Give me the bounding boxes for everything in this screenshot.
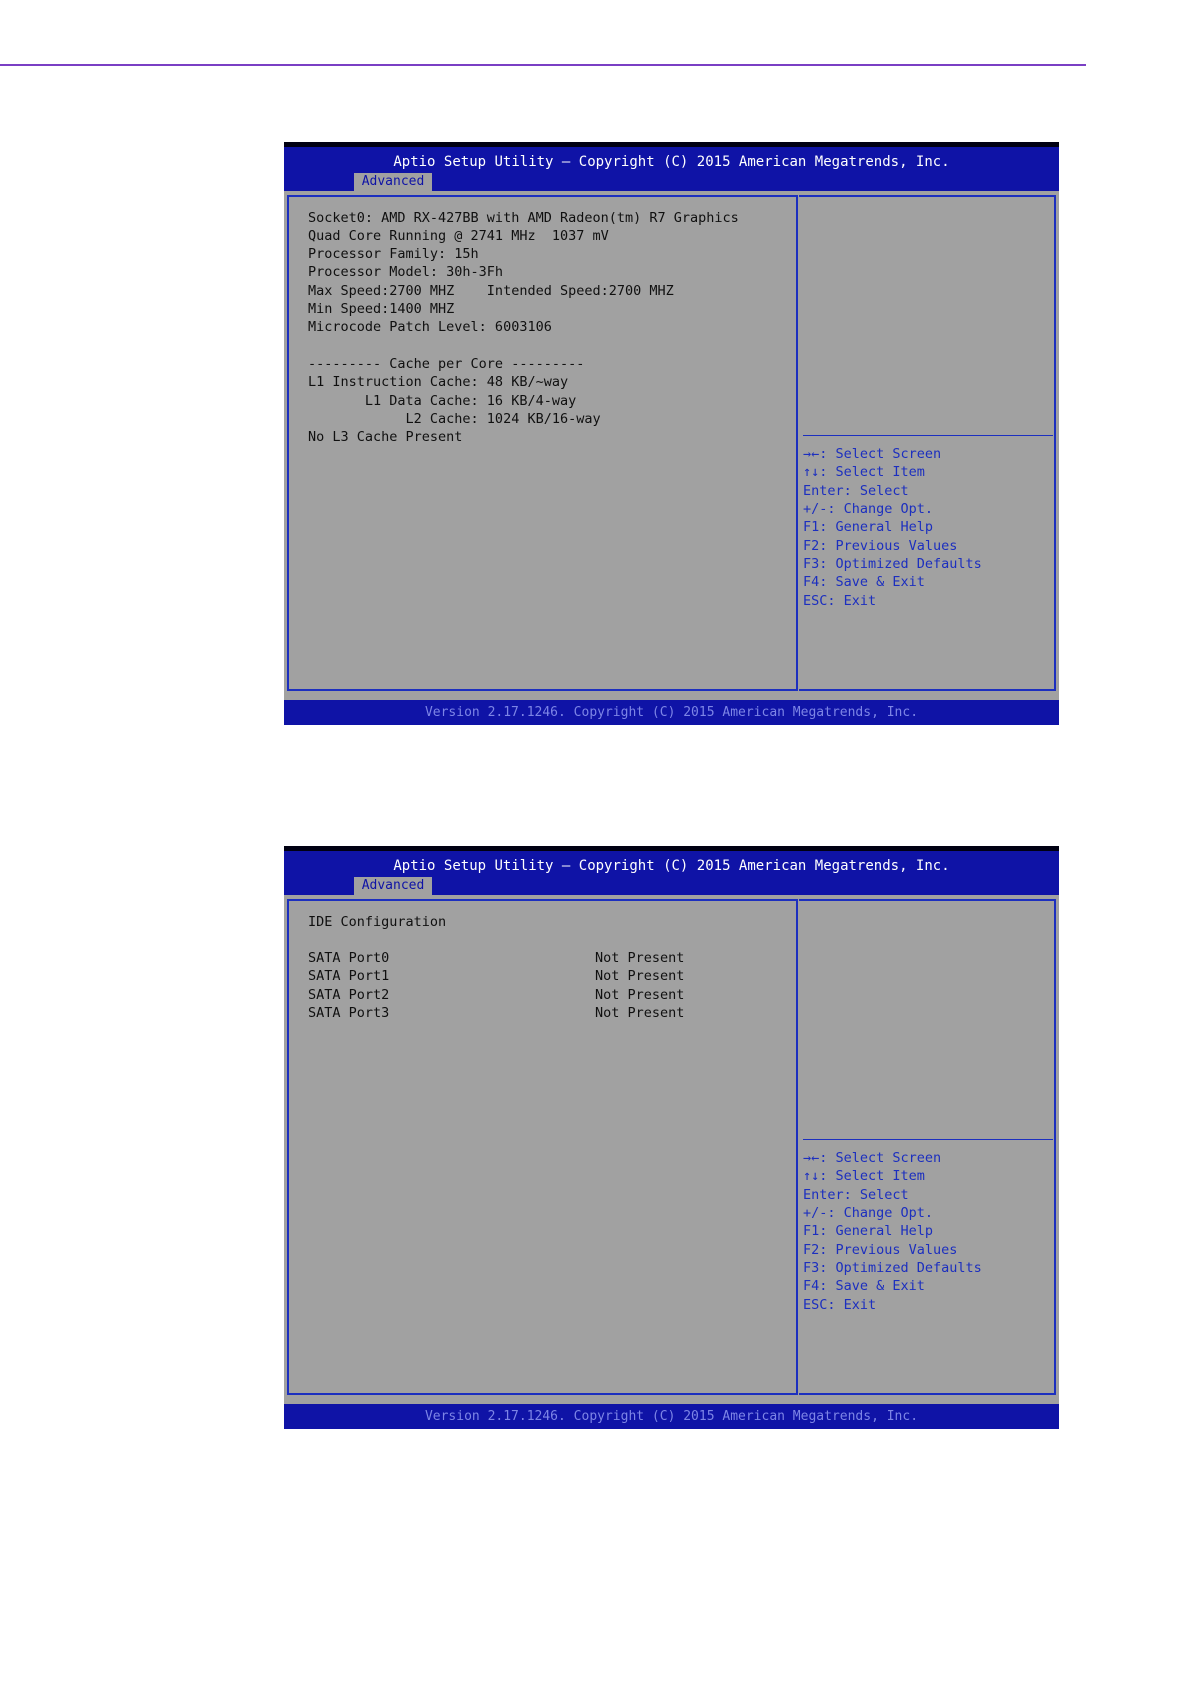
ide-configuration-heading: IDE Configuration	[308, 914, 447, 930]
bios-footer	[284, 700, 1059, 725]
page-header-rule	[0, 64, 1086, 66]
tab-advanced[interactable]: Advanced	[354, 173, 432, 191]
help-f3-optimized-defaults: F3: Optimized Defaults	[803, 556, 982, 572]
help-divider	[803, 1139, 1053, 1140]
help-panel	[799, 195, 1056, 691]
bios-footer	[284, 1404, 1059, 1429]
bios-screen-cpu-info	[284, 142, 1059, 725]
bios-header	[284, 851, 1059, 895]
help-f4-save-exit: F4: Save & Exit	[803, 574, 925, 590]
cpu-running-line: Quad Core Running @ 2741 MHz 1037 mV	[308, 228, 609, 244]
bios-title: Aptio Setup Utility – Copyright (C) 2015 American Megatrends, Inc.	[393, 858, 950, 874]
help-f1-general-help: F1: General Help	[803, 1223, 934, 1239]
help-divider	[803, 435, 1053, 436]
help-enter-select: Enter: Select	[803, 1187, 909, 1203]
bios-title: Aptio Setup Utility – Copyright (C) 2015 American Megatrends, Inc.	[393, 154, 950, 170]
l1-instruction-cache-line: L1 Instruction Cache: 48 KB/~way	[308, 374, 569, 390]
help-f2-previous-values: F2: Previous Values	[803, 1242, 958, 1258]
help-f4-save-exit: F4: Save & Exit	[803, 1278, 925, 1294]
help-f1-general-help: F1: General Help	[803, 519, 934, 535]
l3-cache-line: No L3 Cache Present	[308, 429, 463, 445]
help-f2-previous-values: F2: Previous Values	[803, 538, 958, 554]
main-panel	[287, 195, 798, 691]
help-select-screen: →←: Select Screen	[803, 1150, 942, 1166]
l2-cache-line: L2 Cache: 1024 KB/16-way	[308, 411, 601, 427]
help-esc-exit: ESC: Exit	[803, 593, 877, 609]
sata-port2-label[interactable]: SATA Port2	[308, 987, 390, 1003]
version-footer: Version 2.17.1246. Copyright (C) 2015 American Megatrends, Inc.	[424, 1409, 919, 1424]
tab-advanced[interactable]: Advanced	[354, 877, 432, 895]
sata-port3-value: Not Present	[595, 1005, 685, 1021]
sata-port3-label[interactable]: SATA Port3	[308, 1005, 390, 1021]
help-select-item: ↑↓: Select Item	[803, 1168, 925, 1184]
help-esc-exit: ESC: Exit	[803, 1297, 877, 1313]
help-panel	[799, 899, 1056, 1395]
cache-header-line: --------- Cache per Core ---------	[308, 356, 585, 372]
help-enter-select: Enter: Select	[803, 483, 909, 499]
sata-port2-value: Not Present	[595, 987, 685, 1003]
help-change-opt: +/-: Change Opt.	[803, 501, 934, 517]
bios-screen-ide-config	[284, 846, 1059, 1429]
help-select-screen: →←: Select Screen	[803, 446, 942, 462]
bios-body	[284, 191, 1059, 700]
help-change-opt: +/-: Change Opt.	[803, 1205, 934, 1221]
sata-port1-value: Not Present	[595, 968, 685, 984]
cpu-socket-line: Socket0: AMD RX-427BB with AMD Radeon(tm) R7 Graphics	[308, 210, 739, 226]
sata-port0-label[interactable]: SATA Port0	[308, 950, 390, 966]
sata-port1-label[interactable]: SATA Port1	[308, 968, 390, 984]
cpu-max-speed-line: Max Speed:2700 MHZ Intended Speed:2700 MHZ	[308, 283, 674, 299]
bios-header	[284, 147, 1059, 191]
cpu-min-speed-line: Min Speed:1400 MHZ	[308, 301, 455, 317]
l1-data-cache-line: L1 Data Cache: 16 KB/4-way	[308, 393, 577, 409]
cpu-microcode-line: Microcode Patch Level: 6003106	[308, 319, 552, 335]
version-footer: Version 2.17.1246. Copyright (C) 2015 American Megatrends, Inc.	[424, 705, 919, 720]
sata-port0-value: Not Present	[595, 950, 685, 966]
help-select-item: ↑↓: Select Item	[803, 464, 925, 480]
cpu-model-line: Processor Model: 30h-3Fh	[308, 264, 504, 280]
bios-body	[284, 895, 1059, 1404]
help-f3-optimized-defaults: F3: Optimized Defaults	[803, 1260, 982, 1276]
main-panel	[287, 899, 798, 1395]
cpu-family-line: Processor Family: 15h	[308, 246, 479, 262]
